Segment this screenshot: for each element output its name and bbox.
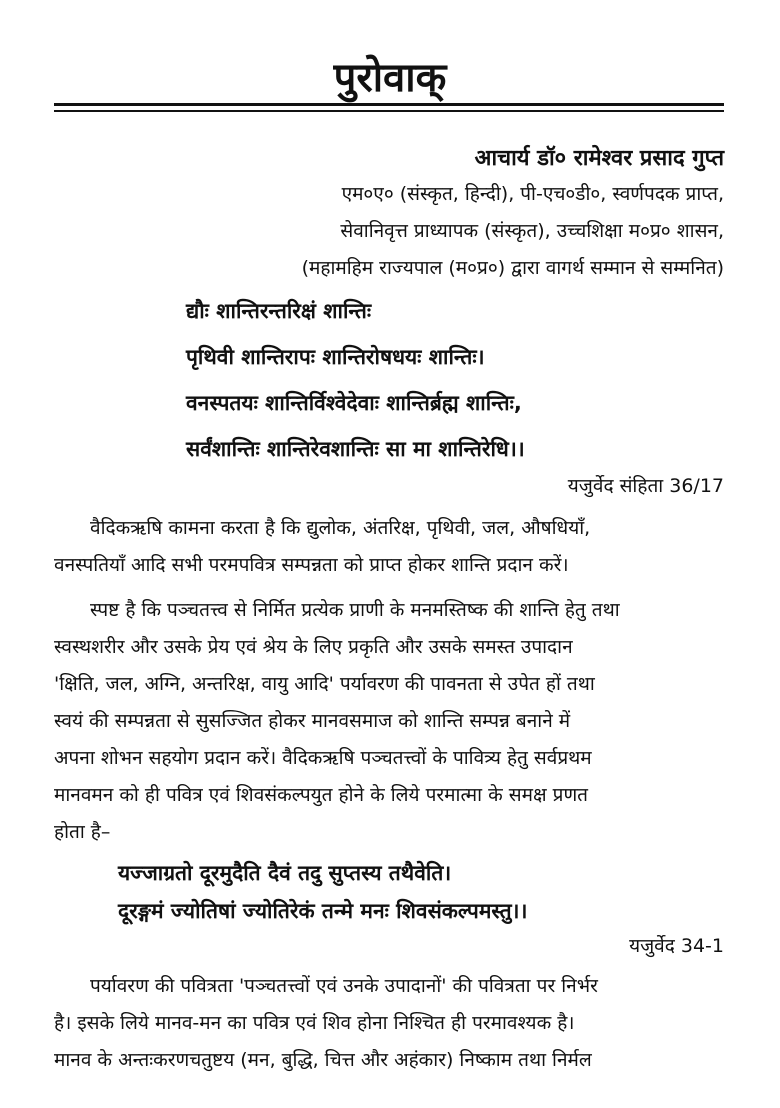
- verse-line: यज्जाग्रतो दूरमुदैति दैवं तदु सुप्तस्य तथैवेति।: [118, 861, 452, 885]
- author-block: [302, 142, 724, 287]
- verse-line: वनस्पतयः शान्तिर्विश्वेदेवाः शान्तिर्ब्रह्म शान्तिः,: [186, 391, 522, 415]
- title-rule-bottom: [54, 110, 724, 112]
- text-line: वनस्पतियाँ आदि सभी परमपवित्र सम्पन्नता को प्राप्त होकर शान्ति प्रदान करें।: [54, 554, 569, 576]
- author-credential: (महामहिम राज्यपाल (म०प्र०) द्वारा वागर्थ सम्मान से सम्मनित): [301, 257, 724, 279]
- shanti-mantra: [186, 288, 525, 472]
- paragraph: [54, 510, 726, 584]
- author-name: आचार्य डॉ० रामेश्वर प्रसाद गुप्त: [474, 146, 724, 171]
- verse-line: द्यौः शान्तिरन्तरिक्षं शान्तिः: [186, 299, 372, 323]
- text-line: अपना शोभन सहयोग प्रदान करें। वैदिकऋषि पञ्चतत्त्वों के पावित्र्य हेतु सर्वप्रथम: [54, 747, 592, 769]
- text-line: मानवमन को ही पवित्र एवं शिवसंकल्पयुत होने के लिये परमात्मा के समक्ष प्रणत: [54, 784, 589, 806]
- text-line: स्वयं की सम्पन्नता से सुसज्जित होकर मानवसमाज को शान्ति सम्पन्न बनाने में: [54, 710, 571, 732]
- text-line: 'क्षिति, जल, अग्नि, अन्तरिक्ष, वायु आदि' पर्यावरण की पावनता से उपेत हों तथा: [54, 673, 595, 695]
- text-line: मानव के अन्तःकरणचतुष्टय (मन, बुद्धि, चित्त और अहंकार) निष्काम तथा निर्मल: [54, 1049, 592, 1071]
- author-credential: सेवानिवृत्त प्राध्यापक (संस्कृत), उच्चशिक्षा म०प्र० शासन,: [340, 220, 724, 242]
- paragraph: [54, 592, 726, 851]
- title-rule-top: [54, 103, 724, 106]
- verse-source: यजुर्वेद 34-1: [629, 935, 724, 957]
- text-line: स्वस्थशरीर और उसके प्रेय एवं श्रेय के लिए प्रकृति और उसके समस्त उपादान: [54, 636, 573, 658]
- text-line: वैदिकऋषि कामना करता है कि द्युलोक, अंतरिक्ष, पृथिवी, जल, औषधियाँ,: [90, 517, 591, 539]
- text-line: पर्यावरण की पवित्रता 'पञ्चतत्त्वों एवं उनके उपादानों' की पवित्रता पर निर्भर: [90, 975, 598, 997]
- verse-line: सर्वंशान्तिः शान्तिरेवशान्तिः सा मा शान्तिरेधि।।: [186, 437, 525, 461]
- shivasankalpa-mantra: [118, 854, 527, 930]
- text-line: होता है–: [54, 821, 111, 843]
- text-line: है। इसके लिये मानव-मन का पवित्र एवं शिव होना निश्चित ही परमावश्यक है।: [54, 1012, 575, 1034]
- verse-source: यजुर्वेद संहिता 36/17: [567, 475, 724, 497]
- author-credential: एम०ए० (संस्कृत, हिन्दी), पी-एच०डी०, स्वर्णपदक प्राप्त,: [341, 183, 724, 205]
- paragraph: [54, 968, 726, 1079]
- verse-line: दूरङ्गमं ज्योतिषां ज्योतिरेकं तन्मे मनः शिवसंकल्पमस्तु।।: [118, 899, 528, 923]
- text-line: स्पष्ट है कि पञ्चतत्त्व से निर्मित प्रत्येक प्राणी के मनमस्तिष्क की शान्ति हेतु तथा: [90, 599, 620, 621]
- verse-line: पृथिवी शान्तिरापः शान्तिरोषधयः शान्तिः।: [186, 345, 485, 369]
- page-title: पुरोवाक्: [333, 55, 447, 101]
